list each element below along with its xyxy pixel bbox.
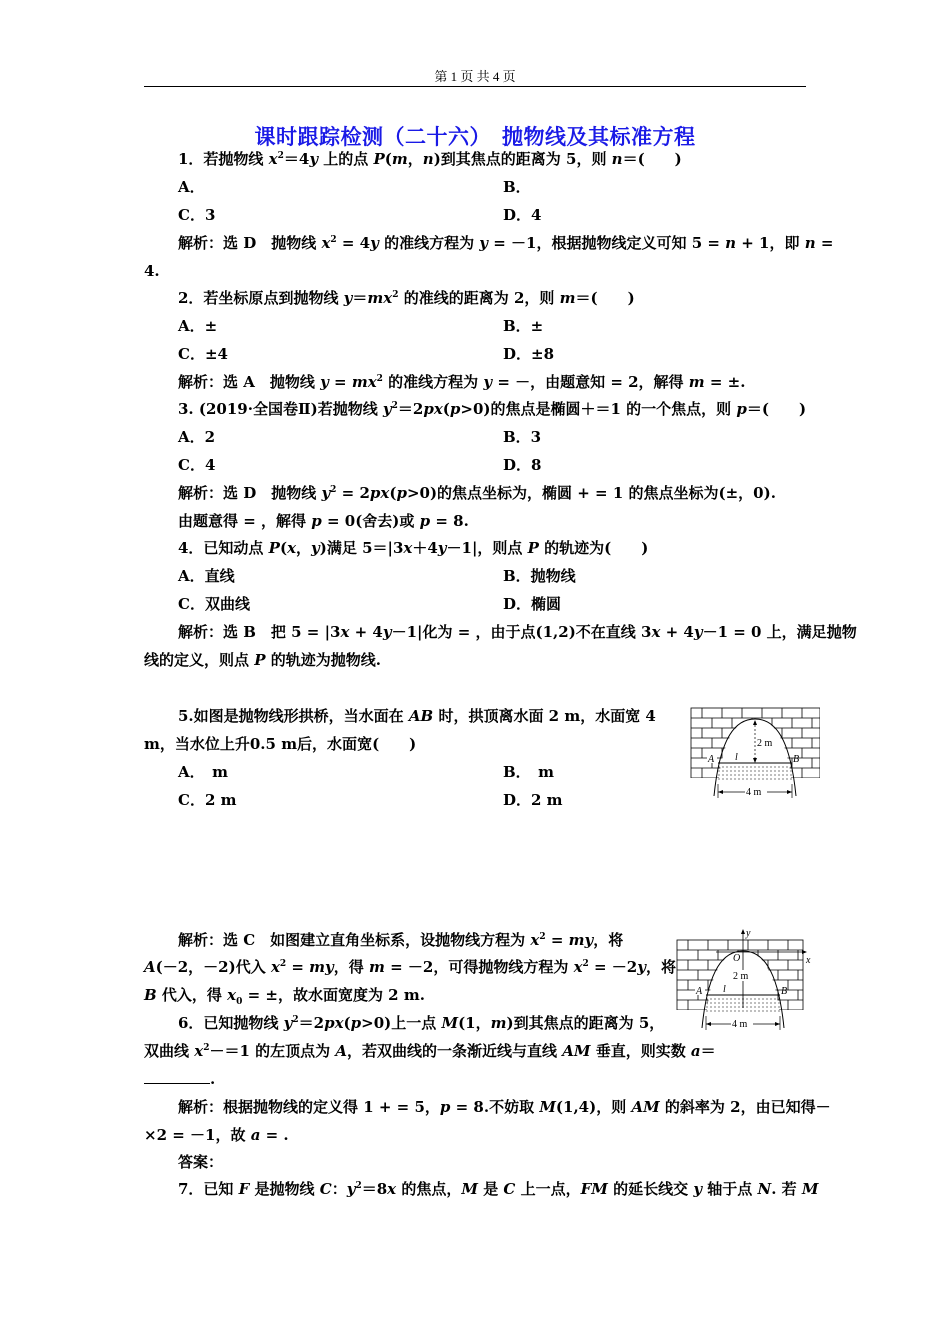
question-6-answer-blank: . xyxy=(144,1069,215,1089)
question-1-option-b: B． xyxy=(503,178,531,196)
question-2-option-c: C．±4 xyxy=(178,345,228,363)
water-hatching xyxy=(718,767,792,779)
question-5-option-d: D．2 m xyxy=(503,791,563,809)
question-5-solution-cont1: A(－2，－2)代入 $x^2$ = my，得 m = －2，可得抛物线方程为 $x^2 = -2y$，将 xyxy=(144,958,676,976)
question-2-option-b: B．± xyxy=(503,317,544,335)
question-6-stem: 6．已知抛物线 $y^2=2px(p>0)$上一点 M(1，m)到其焦点的距离为 5， xyxy=(178,1014,665,1032)
question-1-option-c: C．3 xyxy=(178,206,216,224)
header-rule xyxy=(144,86,806,87)
question-3-option-d: D．8 xyxy=(503,456,542,474)
question-1-stem: 1．若抛物线 $x^2=4y$ 上的点 P(m，n)到其焦点的距离为 5，则 n＝( ) xyxy=(178,150,682,168)
question-5-stem: 5.如图是抛物线形拱桥，当水面在 AB 时，拱顶离水面 2 m，水面宽 4 xyxy=(178,707,656,725)
width-label: 4 m xyxy=(746,787,762,798)
brick-wall xyxy=(691,708,820,778)
question-5-option-c: C．2 m xyxy=(178,791,237,809)
question-1-option-a: A． xyxy=(178,178,205,196)
question-3-option-c: C．4 xyxy=(178,456,216,474)
question-6-stem-cont: 双曲线 $x^2-=1$ 的左顶点为 A，若双曲线的一条渐近线与直线 AM 垂直，则实数 a＝ xyxy=(144,1042,716,1060)
question-5-solution-cont2: B 代入，得 $x_0$ = ±，故水面宽度为 2 m. xyxy=(144,986,425,1007)
question-4-option-c: C．双曲线 xyxy=(178,595,250,613)
width-label: 4 m xyxy=(732,1019,748,1030)
question-6-solution: 解析：根据抛物线的定义得 1 + = 5，p = 8.不妨取 M(1,4)，则 AM 的斜率为 2，由已知得－ xyxy=(178,1098,831,1116)
label-y: y xyxy=(746,928,751,939)
height-label: 2 m xyxy=(757,738,773,749)
label-b: B xyxy=(781,986,788,997)
question-3-stem: 3. (2019·全国卷Ⅱ)若抛物线 $y^2=2px(p>0)$的焦点是椭圆＋＝1 的一个焦点，则 p＝( ) xyxy=(178,400,807,418)
arch-bridge-coordinate-figure xyxy=(676,928,816,1032)
question-5-option-b: B． m xyxy=(503,763,555,781)
question-4-option-b: B．抛物线 xyxy=(503,567,576,585)
question-3-option-b: B．3 xyxy=(503,428,542,446)
question-2-option-d: D．±8 xyxy=(503,345,555,363)
label-x: x xyxy=(806,955,811,966)
question-5-stem-cont: m，当水位上升0.5 m后，水面宽( ) xyxy=(144,735,417,753)
question-5-solution: 解析：选 C 如图建立直角坐标系，设抛物线方程为 $x^2$ = my，将 xyxy=(178,931,624,949)
question-7-stem: 7．已知 F 是抛物线 C：$y^2=8x$ 的焦点，M 是 C 上一点，FM 的延长线交 y 轴于点 N. 若 M xyxy=(178,1180,819,1198)
question-1-solution: 解析：选 D 抛物线 $x^2 = 4y$ 的准线方程为 y = －1，根据抛物线定义可知 5 = n + 1，即 n = xyxy=(178,234,834,252)
label-a: A xyxy=(696,986,703,997)
question-3-solution: 解析：选 D 抛物线 $y^2 = 2px(p>0)$的焦点坐标为，椭圆 + = 1 的焦点坐标为(±，0). xyxy=(178,484,776,502)
question-1-option-d: D．4 xyxy=(503,206,542,224)
page-indicator: 第 1 页 共 4 页 xyxy=(434,69,516,84)
question-4-solution: 解析：选 B 把 5 = |3x + 4y－1|化为 = ，由于点(1,2)不在直线 3x + 4y－1 = 0 上，满足抛物 xyxy=(178,623,857,641)
question-3-solution-cont: 由题意得 = ，解得 p = 0(舍去)或 p = 8. xyxy=(178,512,469,530)
question-5-option-a: A． m xyxy=(178,763,229,781)
document-title: 课时跟踪检测（二十六） 抛物线及其标准方程 xyxy=(254,125,696,149)
question-2-solution: 解析：选 A 抛物线 $y = mx^2$ 的准线方程为 y = －，由题意知 = 2，解得 m = ±. xyxy=(178,373,746,391)
question-3-option-a: A．2 xyxy=(178,428,216,446)
label-a: A xyxy=(708,754,715,765)
height-label: 2 m xyxy=(733,971,749,982)
answer-blank xyxy=(144,1071,210,1084)
question-4-stem: 4．已知动点 P(x，y)满足 5＝|3x＋4y－1|，则点 P 的轨迹为( ) xyxy=(178,539,649,557)
label-l: l xyxy=(735,752,738,763)
question-4-solution-cont: 线的定义，则点 P 的轨迹为抛物线. xyxy=(144,651,381,669)
label-b: B xyxy=(793,754,800,765)
arch-bridge-figure xyxy=(690,706,822,802)
question-6-answer-label: 答案： xyxy=(178,1153,224,1171)
question-6-solution-cont: ×2 = －1，故 a = . xyxy=(144,1126,289,1144)
question-4-option-a: A．直线 xyxy=(178,567,235,585)
label-l: l xyxy=(723,984,726,995)
question-4-option-d: D．椭圆 xyxy=(503,595,562,613)
question-1-solution-cont: 4. xyxy=(144,262,160,280)
label-o: O xyxy=(733,953,741,964)
question-2-stem: 2．若坐标原点到抛物线 $y=mx^2$ 的准线的距离为 2，则 m＝( ) xyxy=(178,289,635,307)
question-2-option-a: A．± xyxy=(178,317,218,335)
